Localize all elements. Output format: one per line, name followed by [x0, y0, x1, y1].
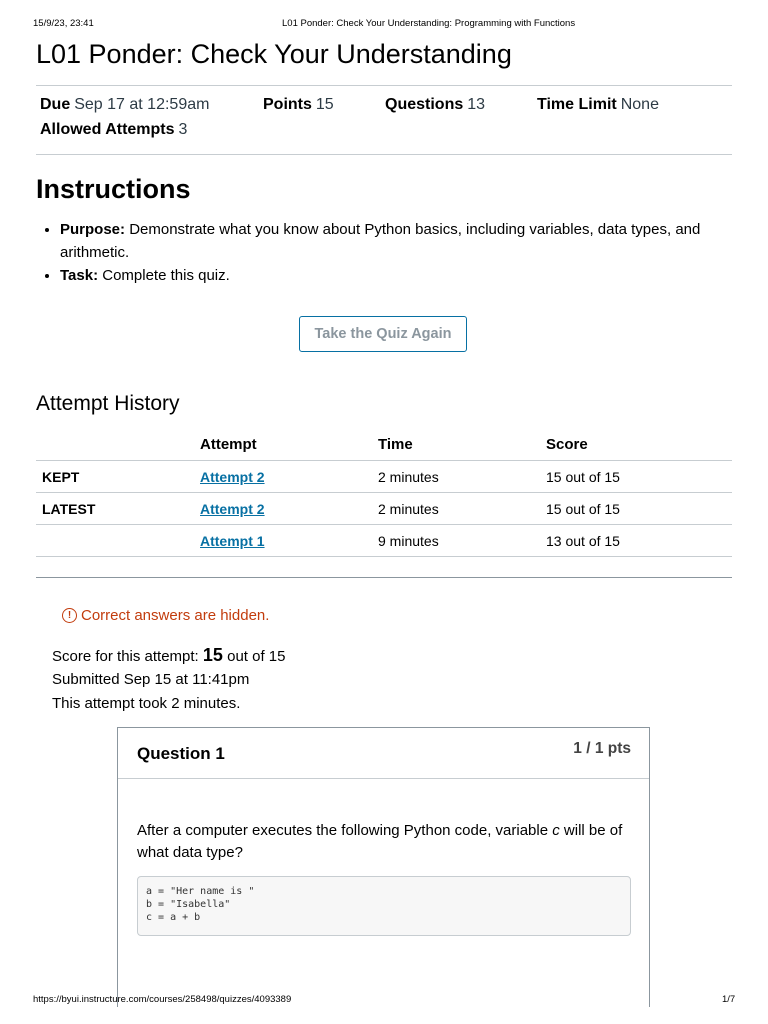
take-quiz-again-button[interactable]: Take the Quiz Again	[299, 316, 467, 352]
question-points: 1 / 1 pts	[573, 740, 631, 757]
table-header-row	[36, 428, 732, 461]
column-header-status	[36, 428, 200, 461]
attempt-status: LATEST	[36, 493, 200, 525]
print-page-number: 1/7	[722, 994, 736, 1005]
attempt-time: 2 minutes	[378, 493, 546, 525]
meta-questions-value: 13	[467, 96, 486, 113]
attempt-status: KEPT	[36, 461, 200, 493]
attempt-score: 15 out of 15	[546, 461, 732, 493]
instruction-item-task	[60, 264, 760, 287]
answers-hidden-notice	[62, 607, 269, 624]
attempt-link[interactable]: Attempt 2	[200, 500, 265, 517]
attempt-score: 13 out of 15	[546, 525, 732, 557]
print-document-title: L01 Ponder: Check Your Understanding: Programming with Functions	[282, 18, 576, 29]
question-text-start: After a computer executes the following Python code, variable	[137, 822, 553, 839]
attempt-score-line	[52, 645, 286, 666]
meta-due-value: Sep 17 at 12:59am	[74, 96, 210, 113]
column-header-score: Score	[546, 428, 732, 461]
attempt-history-table	[36, 428, 732, 557]
meta-divider	[36, 154, 732, 155]
instruction-text: Complete this quiz.	[102, 267, 230, 284]
instruction-label: Purpose:	[60, 221, 126, 238]
question-text-end: will be of what data type?	[137, 822, 623, 861]
column-header-attempt: Attempt	[200, 428, 378, 461]
instruction-item-purpose	[60, 218, 760, 264]
attempt-time: 9 minutes	[378, 525, 546, 557]
meta-time-limit	[537, 96, 659, 114]
meta-due-label: Due	[40, 96, 71, 113]
meta-attempts-value: 3	[178, 121, 188, 138]
print-url: https://byui.instructure.com/courses/258498/quizzes/4093389	[33, 994, 292, 1005]
instruction-text: Demonstrate what you know about Python basics, including variables, data types, and arithmetic.	[60, 221, 701, 261]
meta-due	[40, 96, 209, 114]
meta-allowed-attempts	[40, 121, 187, 139]
attempt-score: 15 out of 15	[546, 493, 732, 525]
notice-text: Correct answers are hidden.	[81, 607, 270, 624]
duration-text: This attempt took 2 minutes.	[52, 695, 241, 712]
question-variable: c	[552, 822, 560, 839]
table-row	[36, 493, 732, 525]
instructions-heading: Instructions	[36, 174, 191, 204]
title-divider	[36, 85, 732, 86]
question-header	[118, 728, 649, 779]
question-card	[117, 727, 650, 1007]
submitted-text: Submitted Sep 15 at 11:41pm	[52, 671, 250, 688]
meta-time-limit-label: Time Limit	[537, 96, 617, 113]
score-prefix: Score for this attempt:	[52, 648, 199, 665]
instructions-list	[36, 218, 760, 287]
print-datetime: 15/9/23, 23:41	[33, 18, 94, 29]
score-suffix: out of 15	[227, 648, 286, 665]
alert-circle-icon: !	[62, 608, 77, 623]
question-title: Question 1	[137, 744, 225, 763]
instruction-label: Task:	[60, 267, 99, 284]
meta-points	[263, 96, 334, 114]
meta-time-limit-value: None	[620, 96, 659, 113]
attempt-link[interactable]: Attempt 1	[200, 532, 265, 549]
column-header-time: Time	[378, 428, 546, 461]
meta-points-value: 15	[315, 96, 334, 113]
code-block: a = "Her name is " b = "Isabella" c = a + b	[137, 876, 631, 936]
table-row	[36, 525, 732, 557]
table-row	[36, 461, 732, 493]
meta-questions-label: Questions	[385, 96, 464, 113]
meta-attempts-label: Allowed Attempts	[40, 121, 175, 138]
attempt-history-heading: Attempt History	[36, 392, 180, 415]
history-divider	[36, 577, 732, 578]
attempt-status	[36, 525, 200, 557]
attempt-link[interactable]: Attempt 2	[200, 468, 265, 485]
score-value: 15	[202, 645, 223, 665]
page-title: L01 Ponder: Check Your Understanding	[36, 39, 512, 69]
meta-questions	[385, 96, 485, 114]
meta-points-label: Points	[263, 96, 312, 113]
question-text	[137, 820, 637, 864]
attempt-time: 2 minutes	[378, 461, 546, 493]
